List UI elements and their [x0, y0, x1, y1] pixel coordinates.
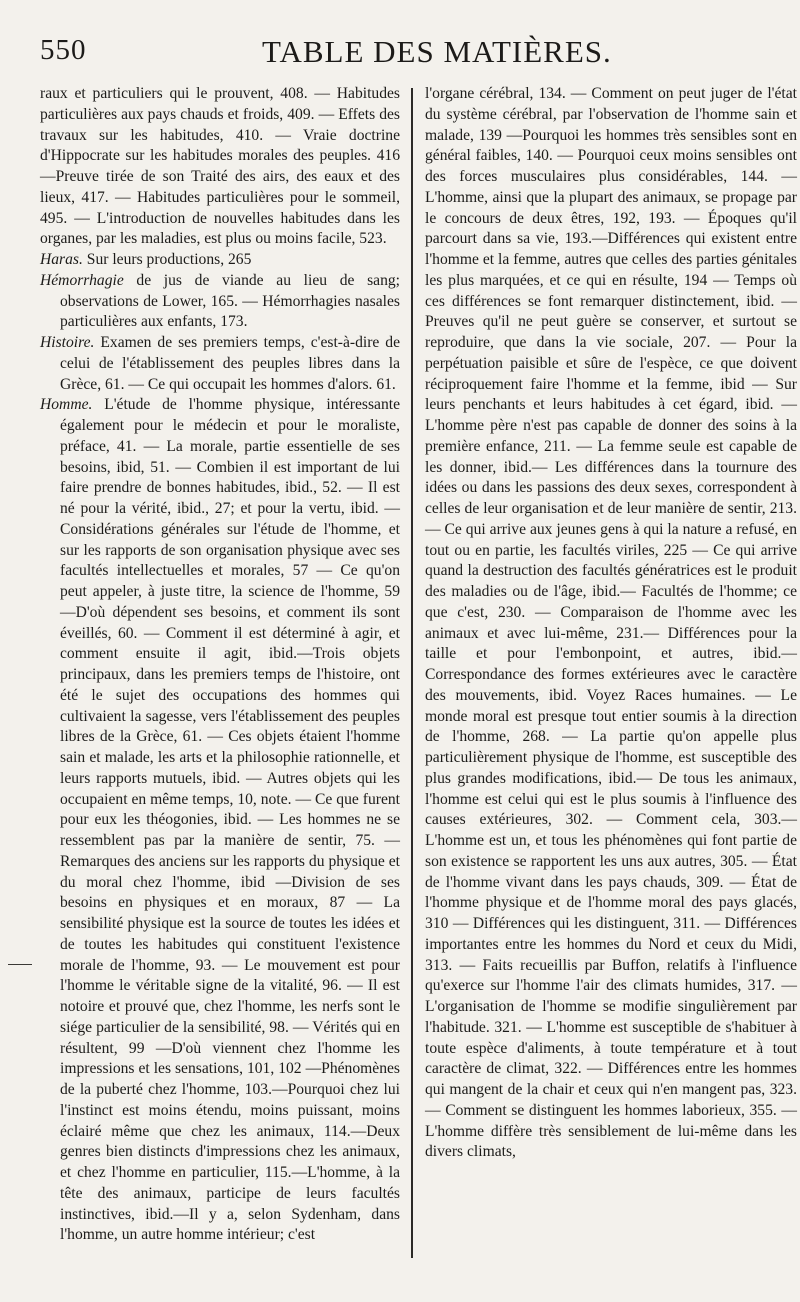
running-head [40, 34, 800, 74]
left-column [40, 84, 400, 1246]
entry-term: Hémorrhagie [40, 271, 124, 289]
paragraph-text: l'organe cérébral, 134. — Comment on peut juger de l'état du système cérébral, par l'observation de l'homme sain et malade, 139 —Pourquoi les hommes très sensibles sont en général faibles, 140. — Pourquoi ceux moins sensibles ont des forces musculaires plus considérables, 144. — L'homme, ainsi que la plupart des animaux, se propage par le concours de deux êtres, 192, 193. — Époques qu'il parcourt dans sa vie, 193.—Différences qui existent entre l'homme et la femme, autres que celles des parties génitales les plus marquées, et ce qui en résulte, 194 — Temps où ces différences se font remarquer distinctement, ibid. — Preuves qu'il ne peut guère se conserver, et surtout se reproduire, que dans la vie sociale, 207. — Pour la perpétuation paisible et sûre de l'espèce, ce que doivent réciproquement faire l'homme et la femme, ibid — Sur leurs penchants et leurs habitudes à cet égard, ibid. — L'homme père n'est pas capable de donner des soins à la première enfance, 211. — La femme seule est capable de les donner, ibid.— Les différences dans la tournure des idées ou dans les passions des deux sexes, correspondent à celles de leur organisation et de leur manière de sentir, 213. — Ce qui arrive aux jeunes gens à qui la nature a refusé, en tout ou en partie, les facultés viriles, 225 — Ce qui arrive quand la destruction des facultés génératrices est le produit des maladies ou de l'âge, ibid.— Facultés de l'homme; ce que c'est, 230. — Comparaison de l'homme avec les animaux et avec lui-même, 231.— Différences pour la taille et pour l'embonpoint, et autres, ibid.— Correspondance des formes extérieures avec le caractère des mouvements, ibid. Voyez Races humaines. — Le monde moral est presque tout entier soumis à la direction de l'homme, 268. — La partie qu'on appelle plus particulièrement physique de l'homme, est susceptible des plus grandes modifications, ibid.— De tous les animaux, l'homme est celui qui est le plus soumis à l'influence des causes extérieures, 302. — Comment cela, 303.— L'homme est un, et tous les phénomènes qui font partie de son existence se rapportent les uns aux autres, 305. — État de l'homme vivant dans les pays chauds, 309. — État de l'homme physique et de l'homme moral des pays glacés, 310 — Différences qui les distinguent, 311. — Différences importantes entre les hommes du Nord et ceux du Midi, 313. — Faits recueillis par Buffon, relatifs à l'influence qu'exerce sur l'homme l'air des climats humides, 317. — L'organisation de l'homme se modifie singulièrement par l'habitude. 321. — L'homme est susceptible de s'habituer à toute espèce d'aliments, à toute température et à tout caractère de climat, 322. — Différences entre les hommes qui mangent de la chair et ceux qui n'en mangent pas, 323. — Comment se distinguent les hommes laborieux, 355. — L'homme diffère très sensiblement de lui-même dans les divers climats, [425, 85, 797, 1161]
entry-text: Examen de ses premiers temps, c'est-à-dire de celui de l'établissement des peuples libres dans la Grèce, 61. — Ce qui occupait les hommes d'alors. 61. [60, 334, 400, 393]
index-entry-haras [40, 250, 400, 271]
column-divider [411, 88, 413, 1258]
index-paragraph [425, 84, 797, 1163]
index-paragraph [40, 84, 400, 250]
page-title: TABLE DES MATIÈRES. [262, 34, 612, 69]
margin-mark [8, 964, 32, 965]
right-column [425, 84, 797, 1163]
entry-term: Histoire. [40, 334, 95, 351]
entry-text: L'étude de l'homme physique, intéressante également pour le médecin et pour le moraliste, préface, 41. — La morale, partie essentielle de ses besoins, ibid, 51. — Combien il est important de lui faire prendre de bonnes habitudes, ibid., 52. — Il est né pour la vérité, ibid., 27; et pour la vertu, ibid. — Considérations générales sur l'étude de l'homme, et sur les rapports de son organisation physique avec ses facultés intellectuelles et morales, 57 — Ce qu'on peut appeler, à juste titre, la science de l'homme, 59 —D'où dépendent ses besoins, et comment ils sont éveillés, 60. — Comment il est déterminé à agir, et comment ensuite il agit, ibid.—Trois objets principaux, dans les premiers temps de l'histoire, ont été le sujet des occupations des hommes qui cultivaient la sagesse, vers l'établissement des peuples libres de la Grèce, 61. — Ces objets étaient l'homme sain et malade, les arts et la philosophie rationnelle, et leurs rapports mutuels, ibid. — Autres objets qui les occupaient en même temps, 10, note. — Ce que furent pour eux les théogonies, ibid. — Les hommes ne se ressemblent pas par la manière de sentir, 75. — Remarques des anciens sur les rapports du physique et du moral chez l'homme, ibid —Division de ses besoins en physiques et en moraux, 87 — La sensibilité physique est la source de toutes les idées et de toutes les habitudes qui constituent l'existence morale de l'homme, 93. — Le mouvement est pour l'homme le véritable signe de la vitalité, 96. — Il est notoire et prouvé que, chez l'homme, les nerfs sont le siége particulier de la sensibilité, 98. — Vérités qui en résultent, 99 —D'où viennent chez l'homme les impressions et les sensations, 101, 102 —Phénomènes de la puberté chez l'homme, 103.—Pourquoi chez lui l'instinct est moins étendu, moins puissant, moins éclairé même que chez les animaux, 114.—Deux genres bien distincts d'impressions chez les animaux, et chez l'homme en particulier, 115.—L'homme, à la tête des animaux, participe de leurs facultés instinctives, ibid.—Il y a, selon Sydenham, dans l'homme, un autre homme intérieur; c'est [60, 396, 400, 1244]
entry-text: de jus de viande au lieu de sang; observations de Lower, 165. — Hémorrhagies nasales particulières aux enfants, 173. [60, 271, 400, 331]
page-number: 550 [40, 34, 87, 66]
index-entry-homme [40, 395, 400, 1246]
entry-term: Haras. [40, 251, 83, 268]
index-entry-histoire [40, 333, 400, 395]
entry-term: Homme. [40, 396, 93, 414]
index-entry-hemorrhagie [40, 271, 400, 333]
paragraph-text: raux et particuliers qui le prouvent, 408. — Habitudes particulières aux pays chauds et froids, 409. — Effets des travaux sur les habitudes, 410. — Vraie doctrine d'Hippocrate sur les habitudes morales des peuples. 416—Preuve tirée de son Traité des airs, des eaux et des lieux, 417. — Habitudes particulières pour le sommeil, 495. — L'introduction de nouvelles habitudes dans les organes, par les maladies, est plus ou moins facile, 523. [40, 85, 400, 248]
entry-text: Sur leurs productions, 265 [82, 251, 252, 268]
